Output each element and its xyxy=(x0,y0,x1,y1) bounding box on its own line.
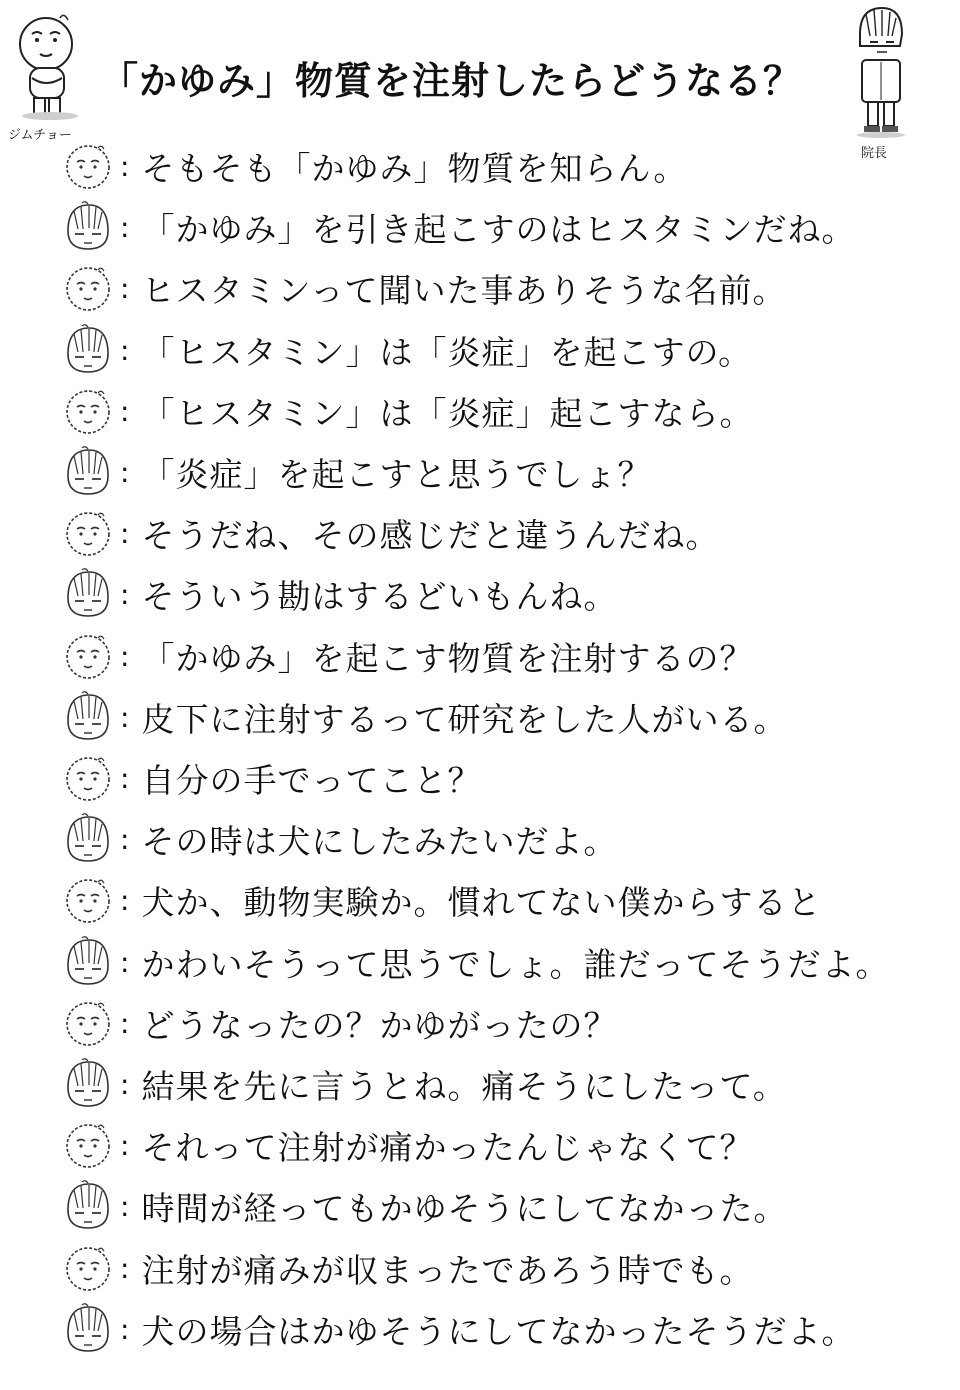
speaker-separator: : xyxy=(120,149,130,183)
speaker-separator: : xyxy=(120,394,130,428)
dialogue-line xyxy=(62,750,481,806)
dialogue-text: それって注射が痛かったんじゃなくて？ xyxy=(141,1127,754,1167)
dialogue-line xyxy=(62,199,855,255)
dialogue-line xyxy=(62,260,786,316)
dialogue-text: そうだね、その感じだと違うんだね。 xyxy=(141,515,720,555)
speaker-separator: : xyxy=(120,1312,130,1346)
jimucho-face-icon xyxy=(62,997,114,1049)
dialogue-line xyxy=(62,505,719,561)
dialogue-text: 「炎症」を起こすと思うでしょ？ xyxy=(141,454,652,494)
dialogue-line xyxy=(62,1117,753,1173)
incho-face-icon xyxy=(62,1058,114,1110)
dialogue-text: 「ヒスタミン」は「炎症」起こすなら。 xyxy=(141,393,754,433)
dialogue-line xyxy=(62,872,821,928)
jimucho-face-icon xyxy=(62,1242,114,1294)
speaker-separator: : xyxy=(120,516,130,550)
dialogue-text: 結果を先に言うとね。痛そうにしたって。 xyxy=(141,1066,787,1106)
incho-face-icon xyxy=(62,324,114,376)
dialogue-text: その時は犬にしたみたいだよ。 xyxy=(141,821,618,861)
speaker-separator: : xyxy=(120,700,130,734)
dialogue-text: そもそも「かゆみ」物質を知らん。 xyxy=(141,148,688,188)
speaker-separator: : xyxy=(120,639,130,673)
dialogue-text: どうなったの？かゆがったの？ xyxy=(141,1005,618,1045)
speaker-separator: : xyxy=(120,1251,130,1285)
speaker-separator: : xyxy=(120,455,130,489)
dialogue-line xyxy=(62,934,889,990)
dialogue-text: 犬か、動物実験か。慣れてない僕からすると xyxy=(141,882,822,922)
dialogue-line xyxy=(62,322,752,378)
dialogue-text: そういう勘はするどいもんね。 xyxy=(141,576,618,616)
dialogue-line xyxy=(62,1301,855,1357)
speaker-separator: : xyxy=(120,1189,130,1223)
dialogue-text: 自分の手でってこと？ xyxy=(141,760,482,800)
dialogue-text: かわいそうって思うでしょ。誰だってそうだよ。 xyxy=(141,944,890,984)
jimucho-face-icon xyxy=(62,140,114,192)
dialogue-line xyxy=(62,1240,753,1296)
dialogue-text: 犬の場合はかゆそうにしてなかったそうだよ。 xyxy=(141,1311,856,1351)
speaker-separator: : xyxy=(120,1067,130,1101)
dialogue-line xyxy=(62,138,687,194)
dialogue-line xyxy=(62,1056,787,1112)
speaker-separator: : xyxy=(120,1128,130,1162)
incho-face-icon xyxy=(62,201,114,253)
incho-face-icon xyxy=(62,568,114,620)
jimucho-face-icon xyxy=(62,262,114,314)
incho-face-icon xyxy=(62,936,114,988)
dialogue-text: 「ヒスタミン」は「炎症」を起こすの。 xyxy=(141,332,753,372)
dialogue-line xyxy=(62,628,753,684)
dialogue-text: 時間が経ってもかゆそうにしてなかった。 xyxy=(141,1188,788,1228)
dialogue-line xyxy=(62,383,753,439)
speaker-separator: : xyxy=(120,271,130,305)
incho-face-icon xyxy=(62,1180,114,1232)
dialogue-line xyxy=(62,689,787,745)
dialogue-text: 「かゆみ」を起こす物質を注射するの？ xyxy=(141,638,754,678)
speaker-separator: : xyxy=(120,1006,130,1040)
incho-label: 院長 xyxy=(861,146,888,161)
dialogue-line xyxy=(62,444,651,500)
speaker-separator: : xyxy=(120,761,130,795)
dialogue-text: 注射が痛みが収まったであろう時でも。 xyxy=(141,1250,754,1290)
jimucho-face-icon xyxy=(62,752,114,804)
jimucho-label: ジムチョー xyxy=(8,128,72,143)
page-title: 「かゆみ」物質を注射したらどうなる？ xyxy=(100,59,803,103)
dialogue-line xyxy=(62,995,617,1051)
jimucho-face-icon xyxy=(62,874,114,926)
incho-face-icon xyxy=(62,813,114,865)
dialogue-line xyxy=(62,566,617,622)
speaker-separator: : xyxy=(120,822,130,856)
jimucho-face-icon xyxy=(62,1119,114,1171)
dialogue-text: 「かゆみ」を引き起こすのはヒスタミンだね。 xyxy=(141,209,856,249)
speaker-separator: : xyxy=(120,883,130,917)
incho-face-icon xyxy=(62,691,114,743)
speaker-separator: : xyxy=(120,945,130,979)
speaker-separator: : xyxy=(120,577,130,611)
speaker-separator: : xyxy=(120,333,130,367)
incho-face-icon xyxy=(62,446,114,498)
jimucho-face-icon xyxy=(62,385,114,437)
jimucho-face-icon xyxy=(62,507,114,559)
dialogue-line xyxy=(62,811,617,867)
dialogue-text: ヒスタミンって聞いた事ありそうな名前。 xyxy=(141,270,787,310)
dialogue-text: 皮下に注射するって研究をした人がいる。 xyxy=(141,699,788,739)
speaker-separator: : xyxy=(120,210,130,244)
jimucho-face-icon xyxy=(62,630,114,682)
dialogue-line xyxy=(62,1178,787,1234)
incho-face-icon xyxy=(62,1303,114,1355)
